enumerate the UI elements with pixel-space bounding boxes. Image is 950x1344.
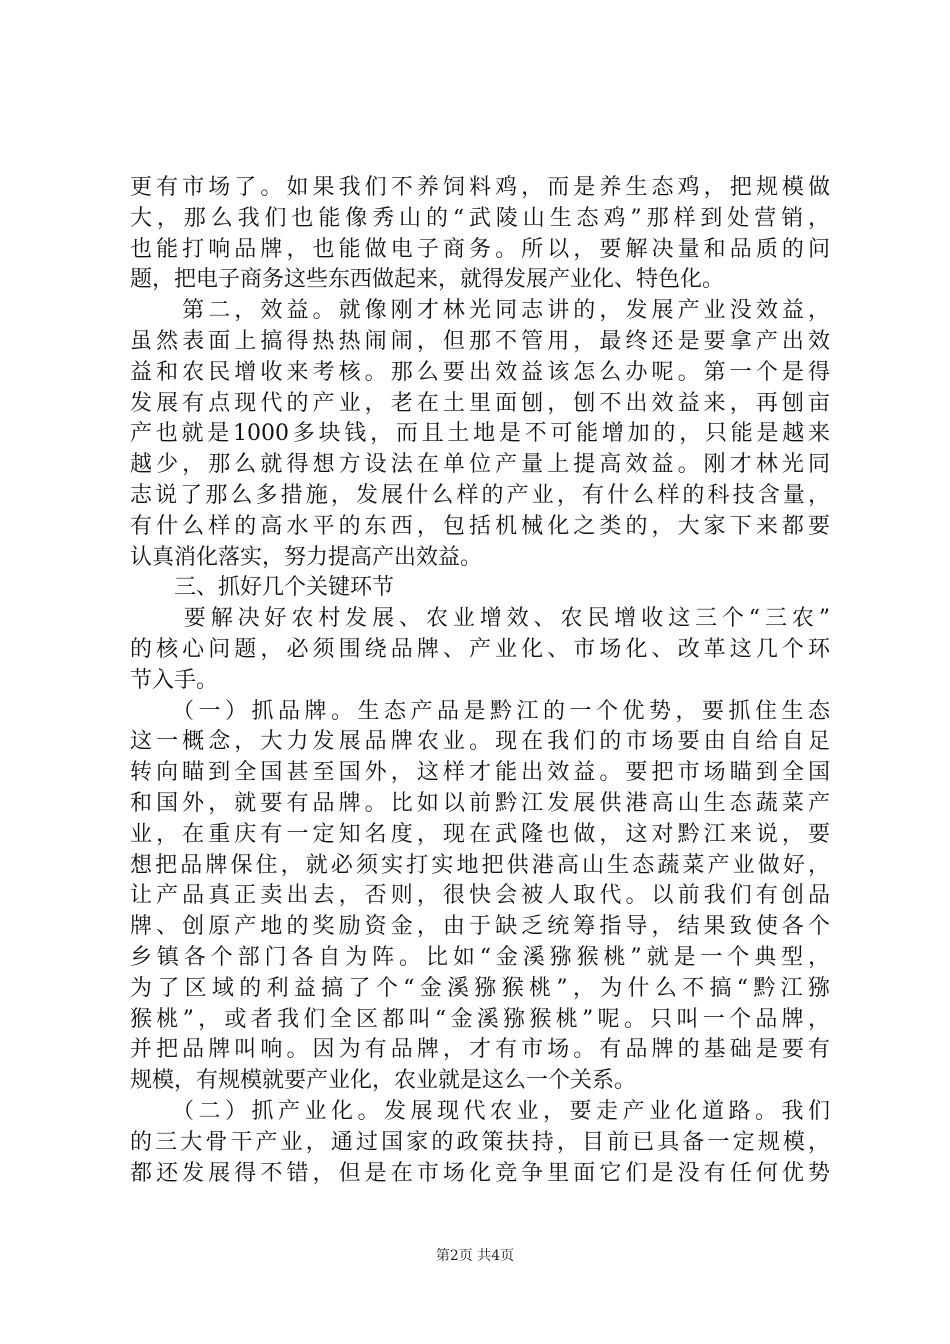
text-line: 并把品牌叫响。因为有品牌，才有市场。有品牌的基础是要有 <box>130 1037 830 1063</box>
text-line: 节入手。 <box>130 667 219 693</box>
text-line: 题，把电子商务这些东西做起来，就得发展产业化、特色化。 <box>130 267 725 293</box>
text-line: 牌、创原产地的奖励资金，由于缺乏统筹指导，结果致使各个 <box>130 914 830 940</box>
text-line: 要解决好农村发展、农业增效、农民增收这三个“三农” <box>130 606 830 632</box>
text-line: 这一概念，大力发展品牌农业。现在我们的市场要由自给自足 <box>130 729 830 755</box>
text-line: 也能打响品牌，也能做电子商务。所以，要解决量和品质的问 <box>130 236 830 262</box>
text-line: 让产品真正卖出去，否则，很快会被人取代。以前我们有创品 <box>130 883 830 909</box>
text-line: 第二，效益。就像刚才林光同志讲的，发展产业没效益， <box>130 298 830 324</box>
text-line: 猴桃”，或者我们全区都叫“金溪猕猴桃”呢。只叫一个品牌， <box>130 1006 830 1032</box>
text-line: 和国外，就要有品牌。比如以前黔江发展供港高山生态蔬菜产 <box>130 790 830 816</box>
text-line: 认真消化落实，努力提高产出效益。 <box>130 544 483 570</box>
text-line: 产也就是1000多块钱，而且土地是不可能增加的，只能是越来 <box>130 421 830 447</box>
text-line: （二）抓产业化。发展现代农业，要走产业化道路。我们 <box>130 1098 830 1124</box>
text-line: 业，在重庆有一定知名度，现在武隆也做，这对黔江来说，要 <box>130 821 830 847</box>
text-line: 益和农民增收来考核。那么要出效益该怎么办呢。第一个是得 <box>130 359 830 385</box>
text-line: 更有市场了。如果我们不养饲料鸡，而是养生态鸡，把规模做 <box>130 175 830 200</box>
text-line: （一）抓品牌。生态产品是黔江的一个优势，要抓住生态 <box>130 698 830 724</box>
text-line: 志说了那么多措施，发展什么样的产业，有什么样的科技含量， <box>130 482 830 508</box>
text-line: 想把品牌保住，就必须实打实地把供港高山生态蔬菜产业做好， <box>130 852 830 878</box>
text-line: 发展有点现代的产业，老在土里面刨，刨不出效益来，再刨亩 <box>130 390 830 416</box>
text-line: 的核心问题，必须围绕品牌、产业化、市场化、改革这几个环 <box>130 636 830 662</box>
text-line: 转向瞄到全国甚至国外，这样才能出效益。要把市场瞄到全国 <box>130 760 830 786</box>
page-footer: 第2页 共4页 <box>435 1248 515 1264</box>
text-line: 规模，有规模就要产业化，农业就是这么一个关系。 <box>130 1068 637 1094</box>
text-line: 有什么样的高水平的东西，包括机械化之类的，大家下来都要 <box>130 513 830 539</box>
text-line: 的三大骨干产业，通过国家的政策扶持，目前已具备一定规模， <box>130 1129 830 1155</box>
text-line: 越少，那么就得想方设法在单位产量上提高效益。刚才林光同 <box>130 452 830 478</box>
document-body <box>130 173 830 1189</box>
text-line: 为了区域的利益搞了个“金溪猕猴桃”，为什么不搞“黔江猕 <box>130 975 830 1001</box>
section-heading: 三、抓好几个关键环节 <box>130 575 395 601</box>
text-line: 大，那么我们也能像秀山的“武陵山生态鸡”那样到处营销， <box>130 205 830 231</box>
text-line: 乡镇各个部门各自为阵。比如“金溪猕猴桃”就是一个典型， <box>130 944 830 970</box>
text-line: 都还发展得不错，但是在市场化竞争里面它们是没有任何优势 <box>130 1160 830 1186</box>
text-line: 虽然表面上搞得热热闹闹，但那不管用，最终还是要拿产出效 <box>130 328 830 354</box>
